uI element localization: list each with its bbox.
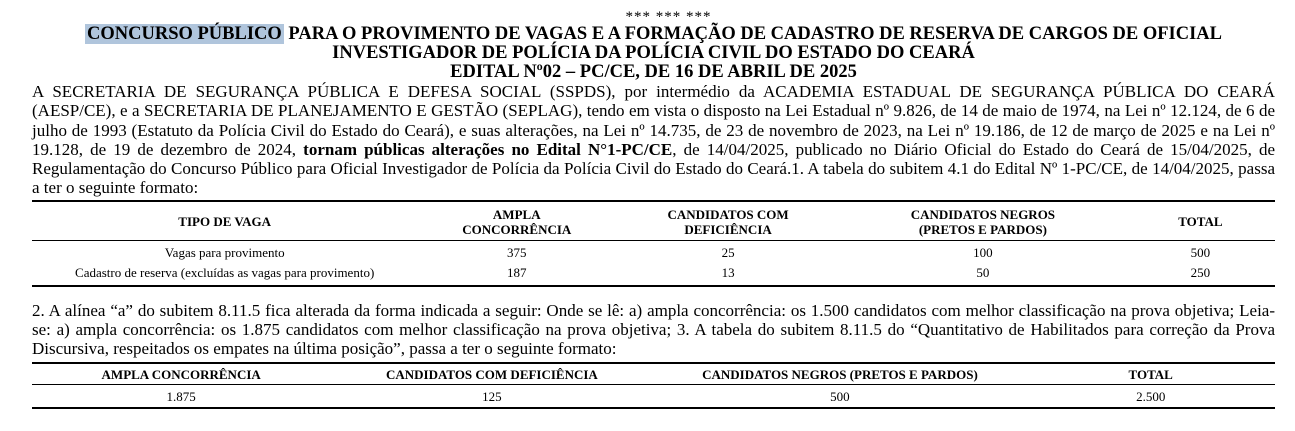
qualified-table	[32, 362, 1275, 409]
cell-total: 2.500	[1136, 388, 1166, 404]
header-negros: CANDIDATOS NEGROS (PRETOS E PARDOS)	[840, 201, 1126, 241]
header-negros: CANDIDATOS NEGROS (PRETOS E PARDOS)	[653, 363, 1026, 385]
table-row	[32, 240, 1275, 263]
header-pcd: CANDIDATOS COM DEFICIÊNCIA	[330, 363, 653, 385]
cell-pcd: 13	[721, 264, 735, 280]
cell-total: 250	[1190, 264, 1211, 280]
cell-tipo: Vagas para provimento	[164, 244, 285, 260]
cell-ampla: 187	[507, 264, 527, 280]
cell-ampla: 375	[507, 244, 527, 260]
header-total: TOTAL	[1126, 201, 1275, 241]
header-ampla: AMPLA CONCORRÊNCIA	[32, 363, 330, 385]
header-pcd: CANDIDATOS COM DEFICIÊNCIA	[616, 201, 840, 241]
title-line1-rest: PARA O PROVIMENTO DE VAGAS E A FORMAÇÃO DE CADASTRO DE RESERVA DE CARGOS DE OFICIAL	[283, 24, 1222, 44]
title-line2: INVESTIGADOR DE POLÍCIA DA POLÍCIA CIVIL DO ESTADO DO CEARÁ	[332, 43, 975, 63]
cell-tipo: Cadastro de reserva (excluídas as vagas para provimento)	[75, 264, 375, 280]
vacancy-table-header	[32, 201, 1275, 241]
header-tipo-vaga: TIPO DE VAGA	[32, 201, 417, 241]
cell-total: 500	[1190, 244, 1211, 260]
cell-ampla: 1.875	[166, 388, 196, 404]
cell-negros: 50	[976, 264, 990, 280]
cell-negros: 500	[830, 388, 850, 404]
document-title	[32, 25, 1275, 63]
edital-heading: EDITAL Nº02 – PC/CE, DE 16 DE ABRIL DE 2025	[450, 62, 857, 82]
intro-paragraph	[32, 82, 1275, 198]
cell-negros: 100	[973, 244, 993, 260]
header-ampla: AMPLA CONCORRÊNCIA	[417, 201, 616, 241]
intro-bold-text: tornam públicas alterações no Edital N°1-PC/CE	[303, 139, 673, 159]
cell-pcd: 25	[721, 244, 735, 260]
intro-text-before: A SECRETARIA DE SEGURANÇA PÚBLICA E DEFESA SOCIAL (SSPDS), por intermédio da ACADEMIA ESTADUAL DE SEGURANÇA PÚBLICA DO CEARÁ (AESP/CE), e a SECRETARIA DE PLANEJAMENTO E GESTÃO (SEPLAG), tendo em vista o disposto na Lei Estadual nº 9.826, de 14 de maio de 1974, na Lei nº 12.124, de 6 de julho de 1993 (Estatuto da Polícia Civil do Estado do Ceará), e suas alterações, na Lei nº 14.735, de 23 de novembro de 2023, na Lei nº 19.186, de 12 de março de 2025 e na Lei nº 19.128, de 19 de dezembro de 2024,	[32, 82, 1275, 159]
table-row	[32, 384, 1275, 408]
cell-pcd: 125	[482, 388, 502, 404]
document	[32, 9, 1275, 409]
qualified-table-header	[32, 363, 1275, 385]
table-row	[32, 263, 1275, 286]
separator-stars: *** *** ***	[625, 9, 712, 25]
header-total: TOTAL	[1026, 363, 1275, 385]
title-highlighted-text[interactable]: CONCURSO PÚBLICO	[87, 24, 282, 44]
vacancy-table	[32, 200, 1275, 287]
alteration-paragraph: 2. A alínea “a” do subitem 8.11.5 fica alterada da forma indicada a seguir: Onde se lê: a) ampla concorrência: os 1.500 candidatos com melhor classificação na prova objetiva; Leia-se: a) ampla concorrência: os 1.875 candidatos com melhor classificação na prova objetiva; 3. A tabela do subitem 8.11.5 do “Quantitativo de Habilitados para correção da Prova Discursiva, respeitados os empates na última posição”, passa a ter o seguinte formato:	[32, 300, 1275, 359]
intro-text-after: , de 14/04/2025, publicado no Diário Oficial do Estado do Ceará de 15/04/2025, de Regulamentação do Concurso Público para Oficial Investigador de Polícia da Polícia Civil do Estado do Ceará.1. A tabela do subitem 4.1 do Edital Nº 1-PC/CE, de 14/04/2025, passa a ter o seguinte formato:	[32, 139, 1275, 198]
